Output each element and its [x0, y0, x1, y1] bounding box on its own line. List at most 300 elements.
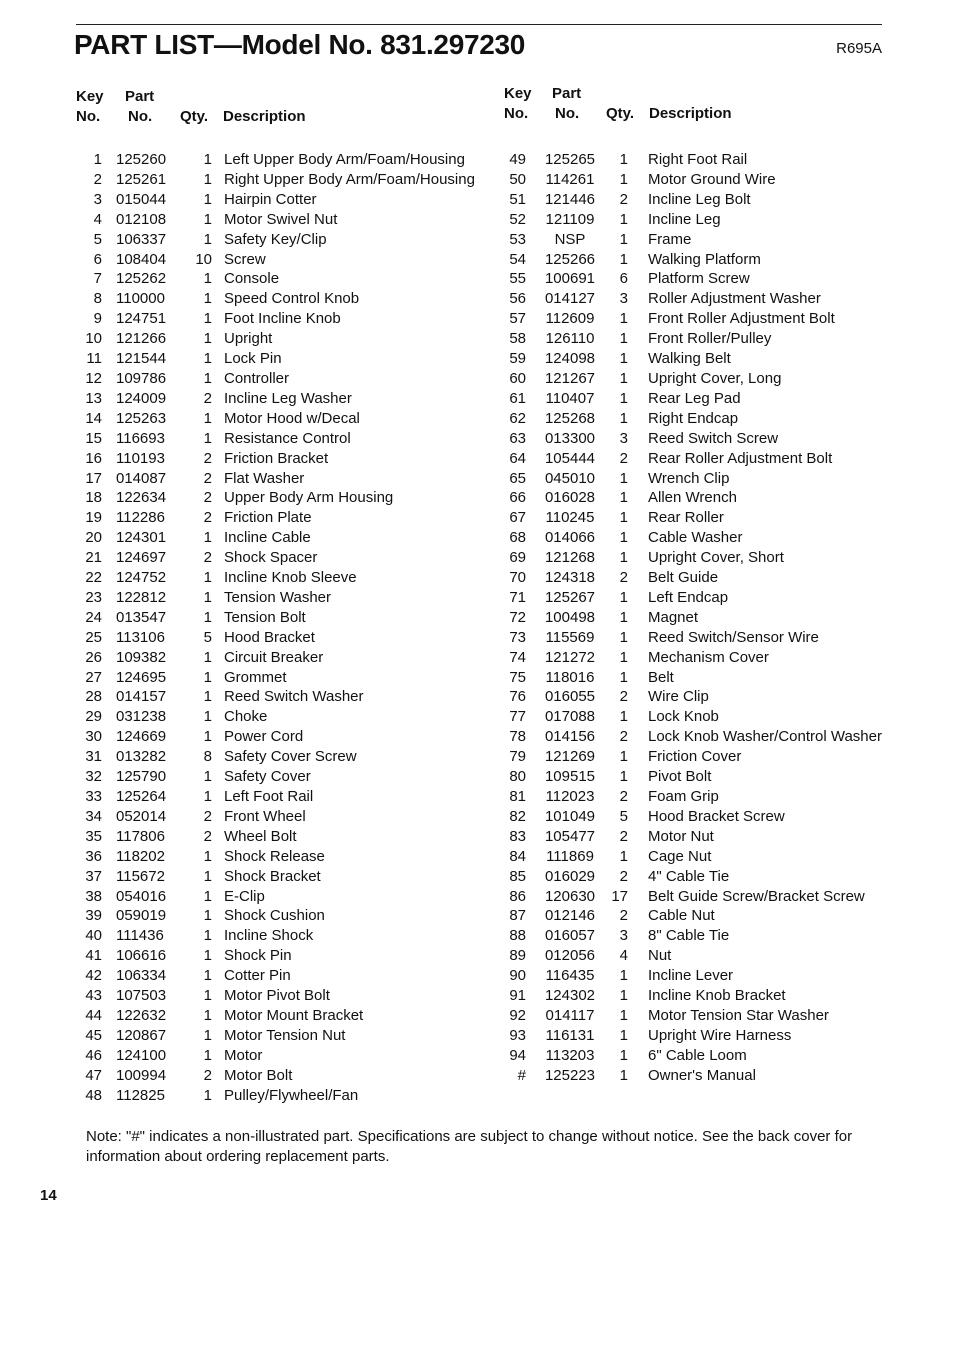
key-no: 39 [85, 907, 102, 925]
key-no: 11 [86, 350, 102, 368]
description: Right Endcap [648, 409, 739, 427]
document-code: R695A [836, 40, 882, 57]
qty: 1 [619, 230, 628, 248]
part-no: 126110 [545, 330, 595, 348]
table-row [500, 170, 910, 190]
description: Motor Hood w/Decal [224, 409, 360, 427]
part-no: 014087 [116, 469, 167, 487]
part-no: 114261 [545, 170, 595, 188]
qty: 1 [619, 369, 628, 387]
table-row [500, 429, 910, 449]
key-no: 61 [509, 389, 526, 407]
key-no: 23 [85, 588, 102, 606]
qty: 1 [619, 250, 628, 268]
description: Friction Bracket [224, 449, 329, 467]
table-row [500, 568, 910, 588]
table-row [500, 628, 910, 648]
table-row [72, 707, 492, 727]
description: Upper Body Arm Housing [224, 489, 394, 507]
table-row [72, 210, 492, 230]
table-row [72, 946, 492, 966]
part-no: 124669 [116, 728, 167, 746]
header-qty: Qty. [180, 108, 209, 125]
description: Incline Leg Bolt [648, 190, 751, 208]
table-row [72, 867, 492, 887]
description: Belt Guide [648, 569, 719, 587]
qty: 1 [619, 549, 628, 567]
table-row [72, 668, 492, 688]
qty: 2 [203, 827, 212, 845]
key-no: 14 [85, 409, 102, 427]
key-no: 43 [85, 987, 102, 1005]
qty: 1 [619, 648, 628, 666]
qty: 1 [203, 190, 212, 208]
part-no: 012108 [116, 210, 167, 228]
table-row [72, 469, 492, 489]
key-no: 71 [509, 588, 526, 606]
table-row [72, 250, 492, 270]
part-no: 013282 [116, 748, 167, 766]
key-no: 10 [85, 330, 102, 348]
key-no: 22 [85, 569, 102, 587]
key-no: 48 [85, 1086, 102, 1104]
description: Cage Nut [648, 847, 712, 865]
table-row [500, 807, 910, 827]
table-row [72, 568, 492, 588]
description: Pulley/Flywheel/Fan [224, 1086, 359, 1104]
key-no: 92 [509, 1006, 526, 1024]
part-no: 100691 [544, 270, 596, 288]
key-no: 13 [85, 389, 102, 407]
part-no: 113106 [116, 628, 165, 646]
table-row [72, 727, 492, 747]
key-no: 49 [509, 151, 526, 168]
part-no: 110000 [116, 290, 165, 308]
table-row [72, 807, 492, 827]
table-row [72, 906, 492, 926]
parts-rows-left [72, 150, 492, 1106]
qty: 1 [619, 330, 628, 348]
key-no: 33 [85, 788, 102, 805]
qty: 1 [203, 1086, 212, 1104]
part-no: 014127 [544, 290, 596, 308]
qty: 8 [203, 748, 212, 766]
table-row [72, 648, 492, 668]
key-no: 75 [509, 668, 526, 686]
qty: 2 [203, 1066, 212, 1084]
part-no: 121272 [544, 648, 596, 666]
qty: 2 [619, 907, 628, 925]
part-no: 100498 [544, 608, 596, 626]
part-no: 054016 [116, 887, 167, 905]
description: Left Foot Rail [224, 788, 314, 805]
part-no: 016055 [544, 688, 596, 706]
qty: 1 [203, 708, 212, 726]
key-no: 55 [509, 270, 526, 288]
part-no: 124009 [116, 389, 167, 407]
part-no: 124752 [116, 569, 167, 587]
description: Hairpin Cotter [224, 190, 317, 208]
key-no: 68 [509, 529, 526, 547]
qty: 6 [619, 270, 628, 288]
description: Safety Cover Screw [224, 748, 357, 766]
table-row [72, 449, 492, 469]
qty: 2 [203, 509, 212, 527]
table-row [500, 548, 910, 568]
table-row [500, 528, 910, 548]
table-row [500, 349, 910, 369]
header-description: Description [649, 105, 732, 122]
header-part-bottom: No. [128, 108, 153, 125]
description: E-Clip [224, 887, 265, 905]
key-no: 18 [85, 489, 102, 507]
part-no: 118202 [116, 847, 165, 865]
qty: 2 [203, 389, 212, 407]
description: Incline Cable [224, 529, 311, 547]
qty: 1 [203, 688, 212, 706]
key-no: 90 [509, 967, 526, 985]
table-row [72, 1066, 492, 1086]
qty: 2 [619, 827, 628, 845]
key-no: 51 [509, 190, 526, 208]
part-no: 121269 [544, 748, 596, 766]
part-no: 016029 [544, 867, 596, 885]
description: 8" Cable Tie [648, 927, 730, 945]
key-no: 65 [509, 469, 526, 487]
qty: 1 [619, 608, 628, 626]
description: Walking Platform [648, 250, 761, 268]
part-no: 014157 [116, 688, 167, 706]
key-no: 40 [85, 927, 102, 945]
description: Rear Leg Pad [648, 389, 741, 407]
qty: 17 [611, 887, 628, 905]
description: Grommet [224, 668, 287, 686]
part-no: 045010 [544, 469, 596, 487]
description: Motor Mount Bracket [224, 1006, 364, 1024]
qty: 1 [203, 887, 212, 905]
qty: 2 [619, 688, 628, 706]
description: Lock Knob Washer/Control Washer [648, 728, 882, 746]
description: Screw [224, 250, 266, 268]
table-row [500, 946, 910, 966]
key-no: 70 [509, 569, 526, 587]
qty: 1 [619, 628, 628, 646]
table-row [500, 588, 910, 608]
key-no: 28 [85, 688, 102, 706]
key-no: 27 [85, 668, 102, 686]
key-no: 79 [509, 748, 526, 766]
description: Belt [648, 668, 674, 686]
part-no: 122812 [116, 588, 167, 606]
part-no: 059019 [116, 907, 167, 925]
qty: 2 [619, 190, 628, 208]
qty: 2 [203, 549, 212, 567]
description: Motor Tension Star Washer [648, 1006, 829, 1024]
qty: 1 [203, 270, 212, 288]
table-row [500, 707, 910, 727]
description: 4" Cable Tie [648, 867, 730, 885]
key-no: 12 [85, 369, 102, 387]
key-no: 89 [509, 947, 526, 965]
table-row [500, 926, 910, 946]
qty: 4 [619, 947, 628, 965]
description: Upright Wire Harness [648, 1026, 792, 1044]
part-no: 125267 [544, 588, 596, 606]
table-row [500, 389, 910, 409]
key-no: 37 [85, 867, 102, 885]
part-no: 112825 [116, 1086, 165, 1104]
footnote: Note: "#" indicates a non-illustrated part. Specifications are subject to change without notice. See the back cover for information about ordering replacement parts. [86, 1128, 853, 1165]
key-no: 46 [85, 1046, 102, 1064]
key-no: 41 [85, 947, 102, 965]
header-key-top: Key [504, 85, 532, 102]
table-row [500, 747, 910, 767]
qty: 3 [619, 927, 628, 945]
qty: 1 [619, 409, 628, 427]
table-row [72, 887, 492, 907]
part-no: 124751 [116, 310, 167, 328]
key-no: 47 [85, 1066, 102, 1084]
header-qty: Qty. [606, 105, 635, 122]
qty: 1 [203, 369, 212, 387]
key-no: 38 [85, 887, 102, 905]
description: Cotter Pin [224, 967, 291, 985]
description: Motor Tension Nut [224, 1026, 346, 1044]
part-no: 122632 [116, 1006, 167, 1024]
key-no: 15 [85, 429, 102, 447]
qty: 1 [203, 210, 212, 228]
table-row [500, 687, 910, 707]
qty: 1 [619, 350, 628, 368]
key-no: 93 [509, 1026, 526, 1044]
key-no: 31 [85, 748, 102, 766]
part-no: 101049 [544, 807, 596, 825]
key-no: 20 [85, 529, 102, 547]
qty: 1 [619, 529, 628, 547]
part-no: 124301 [116, 529, 167, 547]
qty: 1 [203, 330, 212, 348]
qty: 1 [203, 230, 212, 248]
description: Motor Ground Wire [648, 170, 776, 188]
key-no: 30 [85, 728, 102, 746]
table-row [500, 269, 910, 289]
description: Friction Cover [648, 748, 742, 766]
description: Tension Bolt [224, 608, 306, 626]
qty: 1 [619, 210, 628, 228]
key-no: 88 [509, 927, 526, 945]
table-row [72, 170, 492, 190]
part-no: 122634 [116, 489, 167, 507]
description: Foam Grip [648, 788, 719, 805]
description: Wire Clip [648, 688, 709, 706]
part-no: 013300 [544, 429, 596, 447]
key-no: 26 [85, 648, 102, 666]
qty: 1 [203, 429, 212, 447]
description: Frame [648, 230, 692, 248]
qty: 1 [203, 588, 212, 606]
table-row [500, 1046, 910, 1066]
table-row [72, 389, 492, 409]
qty: 1 [619, 1066, 628, 1084]
qty: 2 [619, 867, 628, 885]
part-no: 110245 [545, 509, 595, 527]
description: Safety Cover [224, 768, 311, 786]
part-no: 014117 [545, 1006, 595, 1024]
key-no: 58 [509, 330, 526, 348]
description: Right Foot Rail [648, 151, 748, 168]
key-no: 74 [509, 648, 526, 666]
table-row [500, 289, 910, 309]
table-row [72, 269, 492, 289]
qty: 1 [203, 350, 212, 368]
table-header [72, 84, 492, 150]
part-no: 121544 [116, 350, 167, 368]
description: Wrench Clip [648, 469, 730, 487]
part-no: 012056 [544, 947, 596, 965]
description: Flat Washer [224, 469, 305, 487]
part-no: 014156 [544, 728, 596, 746]
table-row [72, 528, 492, 548]
key-no: 62 [509, 409, 526, 427]
qty: 1 [203, 907, 212, 925]
part-no: 113203 [545, 1046, 595, 1064]
description: Upright Cover, Short [648, 549, 784, 567]
qty: 1 [619, 310, 628, 328]
key-no: 66 [509, 489, 526, 507]
table-row [500, 1026, 910, 1046]
description: Safety Key/Clip [224, 230, 327, 248]
key-no: 36 [85, 847, 102, 865]
key-no: 1 [93, 151, 102, 168]
description: Lock Knob [648, 708, 719, 726]
description: Front Roller/Pulley [648, 330, 772, 348]
key-no: 86 [509, 887, 526, 905]
description: Friction Plate [224, 509, 312, 527]
table-row [72, 588, 492, 608]
key-no: 67 [509, 509, 526, 527]
qty: 2 [619, 728, 628, 746]
table-row [72, 1006, 492, 1026]
key-no: 6 [93, 250, 102, 268]
page-number: 14 [40, 1187, 57, 1204]
key-no: 7 [93, 270, 102, 288]
key-no: 44 [85, 1006, 102, 1024]
qty: 2 [203, 469, 212, 487]
description: Speed Control Knob [224, 290, 360, 308]
qty: 1 [619, 1026, 628, 1044]
key-no: 56 [509, 290, 526, 308]
description: Incline Knob Bracket [648, 987, 786, 1005]
part-no: 112023 [545, 788, 595, 805]
qty: 1 [619, 987, 628, 1005]
table-row [500, 966, 910, 986]
qty: 1 [203, 409, 212, 427]
key-no: 24 [85, 608, 102, 626]
part-no: 013547 [116, 608, 167, 626]
qty: 2 [619, 569, 628, 587]
part-no: 121268 [544, 549, 596, 567]
part-no: 121446 [544, 190, 596, 208]
qty: 3 [619, 290, 628, 308]
table-row [500, 230, 910, 250]
header-key-bottom: No. [504, 105, 529, 122]
qty: 1 [203, 1046, 212, 1064]
table-row [72, 230, 492, 250]
qty: 1 [203, 1026, 212, 1044]
part-no: 052014 [116, 807, 167, 825]
table-row [72, 747, 492, 767]
table-row [500, 827, 910, 847]
key-no: 21 [85, 549, 102, 567]
table-row [500, 508, 910, 528]
part-no: 106334 [116, 967, 167, 985]
table-row [72, 349, 492, 369]
description: Left Upper Body Arm/Foam/Housing [224, 151, 465, 168]
table-row [72, 329, 492, 349]
key-no: 94 [509, 1046, 526, 1064]
description: 6" Cable Loom [648, 1046, 747, 1064]
description: Power Cord [224, 728, 304, 746]
description: Motor Swivel Nut [224, 210, 338, 228]
qty: 5 [203, 628, 212, 646]
part-no: 117806 [116, 827, 165, 845]
key-no: 72 [509, 608, 526, 626]
table-row [500, 309, 910, 329]
description: Hood Bracket Screw [648, 807, 785, 825]
description: Shock Release [224, 847, 325, 865]
qty: 5 [619, 807, 628, 825]
description: Upright [224, 330, 273, 348]
page-title: PART LIST—Model No. 831.297230 [74, 29, 526, 60]
qty: 1 [203, 927, 212, 945]
key-no: 34 [85, 807, 102, 825]
key-no: 73 [509, 628, 526, 646]
description: Incline Knob Sleeve [224, 569, 357, 587]
table-row [500, 668, 910, 688]
key-no: 29 [85, 708, 102, 726]
description: Reed Switch/Sensor Wire [648, 628, 819, 646]
description: Incline Shock [224, 927, 314, 945]
part-no: 110407 [545, 389, 595, 407]
key-no: 2 [93, 170, 102, 188]
table-row [72, 289, 492, 309]
qty: 1 [619, 170, 628, 188]
key-no: 32 [85, 768, 102, 786]
description: Incline Leg Washer [224, 389, 352, 407]
table-row [72, 966, 492, 986]
part-no: 012146 [544, 907, 596, 925]
key-no: 42 [85, 967, 102, 985]
table-row [72, 1046, 492, 1066]
table-row [72, 608, 492, 628]
qty: 1 [203, 947, 212, 965]
qty: 1 [619, 151, 628, 168]
table-row [72, 787, 492, 807]
description: Upright Cover, Long [648, 369, 782, 387]
key-no: 82 [509, 807, 526, 825]
table-row [500, 608, 910, 628]
part-no: 125260 [116, 151, 167, 168]
qty: 1 [619, 668, 628, 686]
part-no: 121109 [545, 210, 595, 228]
table-row [72, 150, 492, 170]
part-no: 115569 [545, 628, 595, 646]
part-no: 108404 [116, 250, 167, 268]
key-no: 52 [509, 210, 526, 228]
description: Platform Screw [648, 270, 750, 288]
qty: 1 [619, 708, 628, 726]
description: Motor [224, 1046, 263, 1064]
